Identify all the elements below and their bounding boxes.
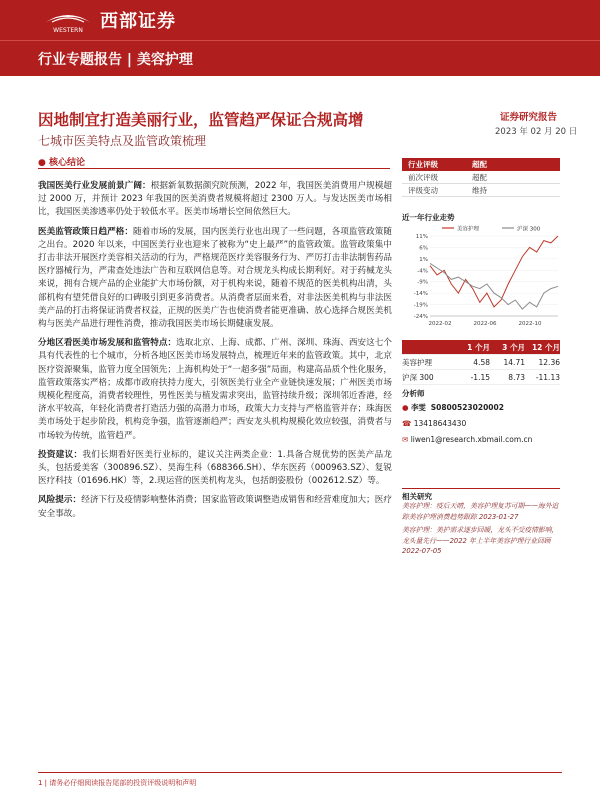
paragraph-regulation: 医美监管政策日趋严格：随着市场的发展，国内医美行业也出现了一些问题，各项监管政策随之出台。2020 年以来，中国医美行业也迎来了被称为“史上最严”的监管政策。监管政策集中打击非法开展医疗美容相关活动的行为，严格规范医疗美容服务行为、严厉打击非法制售药品医疗器械行为，严肃查处违法广告和互联网信息等。对合规龙头构成长期利好。对于药械龙头来说，拥有合规产品的企业能扩大市场份额，对于机构来说，随着不规范的医美机构出清，头部机构有望凭借良好的口碑吸引到更多消费者。从消费者层面来看，对非法医美机构与非法医美产品的打击将保证消费者权益，正规的医美广告也使消费者能更准确、放心选择合规医美机构与医美产品进行理性消费，推动我国医美市场长期健康发展。 [38,226,392,330]
brand-en: WESTERN [53,27,83,34]
y-tick-label: 6% [419,245,428,252]
paragraph-regions: 分地区看医美市场发展和监管特点：选取北京、上海、成都、广州、深圳、珠海、西安这七个具有代表性的七个城市，分析各地区医美市场发展特点，梳理近年来的监管政策。其中，北京医疗资源聚集，监管力度全国领先；上海机构处于“一超多强”局面，构建高品质个性化服务，监管政策落实严格；成都市政府扶持力度大，引领医美行业全产业链快速发展；广州医美市场规模化程度高，消费者较理性，男性医美与植发需求突出，监管持续升级；深圳邻近香港，经济水平较高，年轻化消费者打造活力强的高潜力市场，政策大力支持与严格监管并存；珠海医美市场处于起步阶段，机构竞争强，监管逐渐趋严；西安龙头机构规模化效应较强，消费者与市场较为传统，监管趋严。 [38,338,392,441]
paragraph-market: 我国医美行业发展前景广阔：根据新氧数据颜究院预测，2022 年，我国医美消费用户规模超过 2000 万，并预计 2023 年我国的医美消费者规模将超过 2300 万人。与发达医美市场相比，我国医美渗透率仍处于较低水平。医美市场增长空间依然巨大。 [38,181,392,218]
report-title: 因地制宜打造美丽行业，监管趋严保证合规高增 [38,111,364,129]
x-tick-label: 2022-06 [473,321,497,327]
related-research-list [402,501,560,557]
performance-row: 美容护理 4.58 14.71 12.36 [402,355,560,370]
legend-label: 美容护理 [457,226,480,233]
brand-name: 西部证券 [100,11,176,32]
paragraph-lead: 投资建议： [38,449,83,460]
paragraph-lead: 我国医美行业发展前景广阔： [38,181,151,191]
x-tick-label: 2022-10 [518,321,542,327]
performance-table [402,340,560,385]
core-conclusion-text: 核心结论 [49,158,86,168]
western-logo-icon [38,8,98,34]
report-body [38,180,392,527]
y-tick-label: 1% [419,256,428,263]
analyst-info [402,402,532,446]
x-tick-label: 2022-02 [428,321,452,327]
section-title: 行业专题报告 | 美容护理 [38,52,193,68]
paragraph-lead: 分地区看医美市场发展和监管特点： [38,338,177,349]
divider [38,168,390,169]
analyst-cert: S0800523020002 [430,403,504,412]
analyst-phone: 13418643430 [413,419,467,428]
person-icon: ● [402,403,409,412]
y-tick-label: 11% [415,234,428,240]
rating-table [402,158,560,197]
footer-divider [38,772,562,773]
phone-icon: ☎ [402,419,412,428]
rating-row-previous: 前次评级 超配 [402,171,560,184]
y-tick-label: -19% [413,302,428,309]
legend-label: 沪深 300 [517,226,541,233]
performance-header-row: 1 个月 3 个月 12 个月 [402,340,560,355]
email-icon: ✉ [402,435,409,444]
paragraph-lead: 医美监管政策日趋严格： [38,226,133,237]
core-conclusion-label: ● 核心结论 [38,158,86,168]
y-tick-label: -9% [417,279,428,286]
report-subtitle: 七城市医美特点及监管政策梳理 [38,134,207,148]
paragraph-investment: 投资建议：我们长期看好医美行业标的，建议关注两类企业：1.具备合规优势的医美产品龙头，包括爱美客（300896.SZ）、昊海生科（688366.SH）、华东医药（000963.SZ）、复锐医疗科技（01696.HK）等，2.现运营的医美机构龙头，包括朗姿股份（002612.SZ）等。 [38,449,392,487]
paragraph-risk: 风险提示：经济下行及疫情影响整体消费；国家监管政策调整造成销售和经营难度加大；医疗安全事故。 [38,495,392,519]
related-item[interactable]: 美容护理：美护需求逐步回暖，龙头不受疫情影响，龙头量先行——2022 年上半年美容护理行业回顾 2022-07-05 [402,526,559,555]
rating-header-row: 行业评级 超配 [402,158,560,171]
series-line [430,236,558,307]
chart-title: 近一年行业走势 [402,213,455,222]
related-item[interactable]: 美容护理：疫后天晴，美容护理复苏可期——海外追踪美容护理消费趋势跟踪 2023-01-27 [402,502,559,521]
analyst-email[interactable]: liwen1@research.xbmail.com.cn [410,435,533,444]
related-research-heading: 相关研究 [402,488,560,500]
report-date: 2023 年 02 月 20 日 [495,127,578,137]
y-tick-label: -24% [413,314,428,320]
performance-row: 沪深 300 -1.15 8.73 -11.13 [402,370,560,385]
y-tick-label: -14% [413,291,428,298]
report-type-tag: 证券研究报告 [500,112,558,123]
industry-trend-chart [402,222,562,330]
rating-row-change: 评级变动 维持 [402,184,560,197]
footer-disclaimer: 1 | 请务必仔细阅读报告尾部的投资评级说明和声明 [38,779,197,787]
analyst-heading: 分析师 [402,389,425,398]
analyst-name: 李雯 [410,403,426,412]
y-tick-label: -4% [417,268,428,275]
paragraph-lead: 风险提示： [38,495,82,506]
